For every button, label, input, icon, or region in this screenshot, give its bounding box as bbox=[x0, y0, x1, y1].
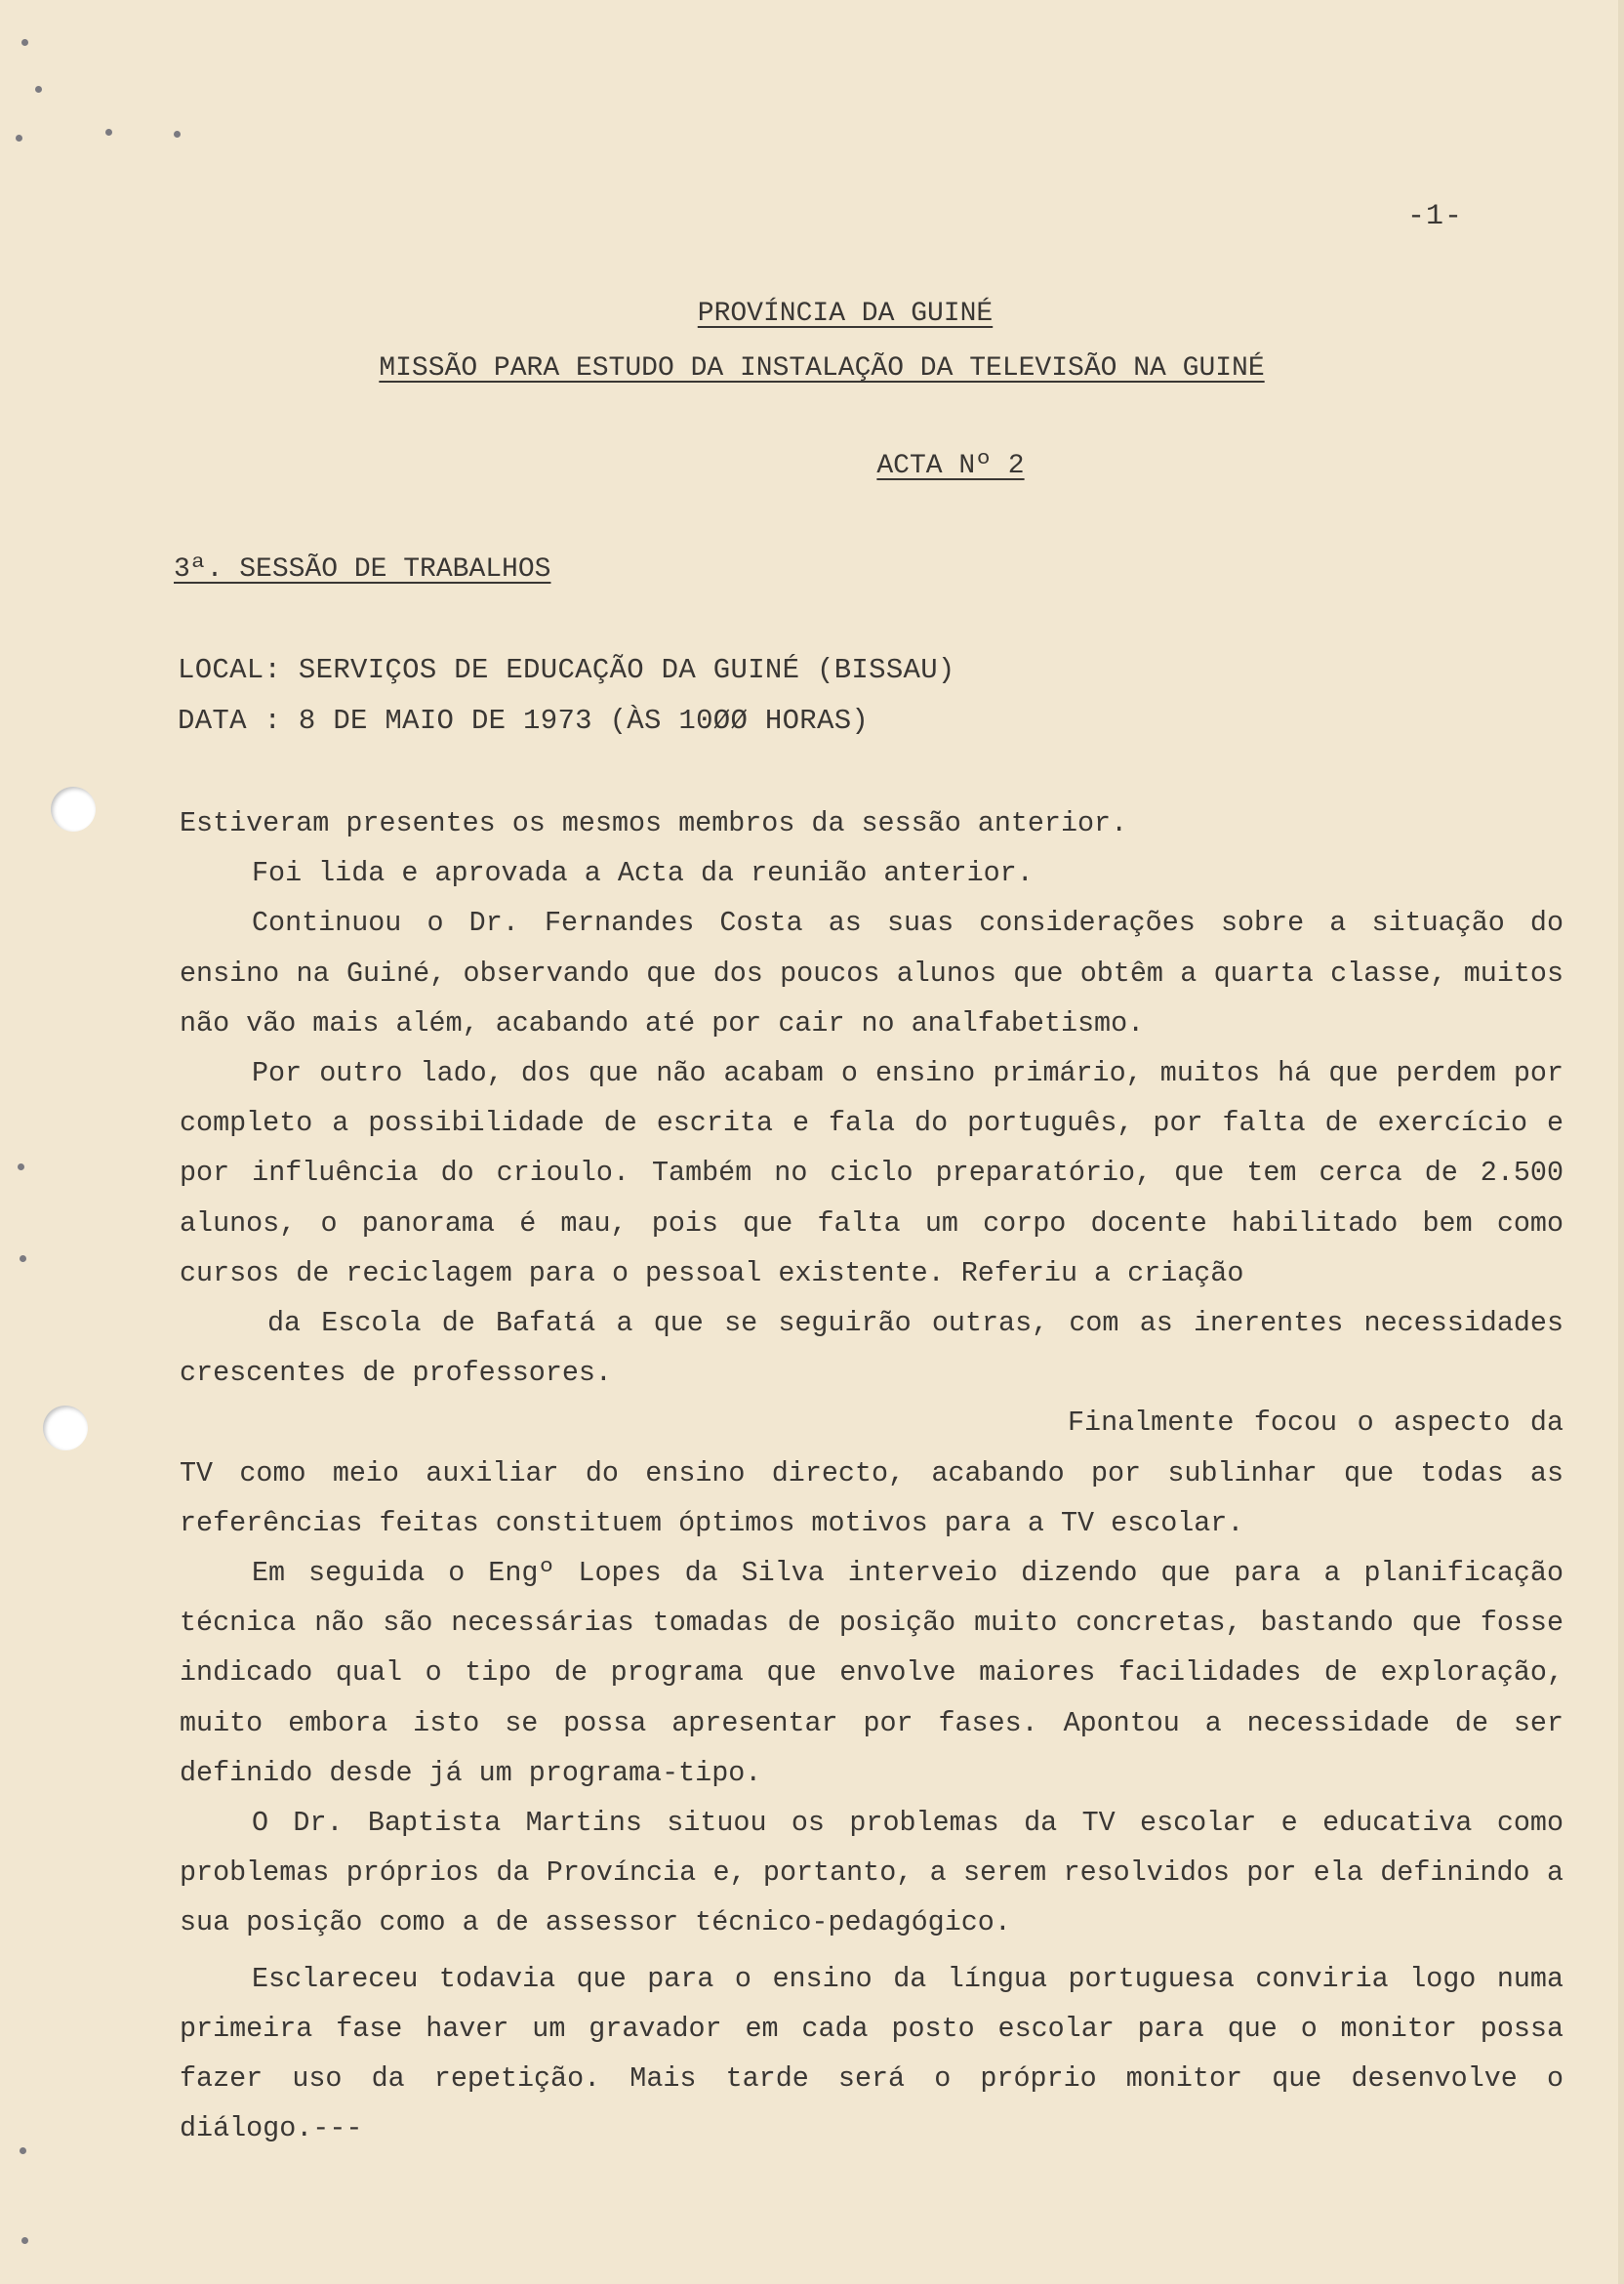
paragraph: Estiveram presentes os mesmos membros da sessão anterior. bbox=[180, 807, 1128, 839]
paper-speck bbox=[174, 131, 181, 138]
meeting-date: DATA : 8 DE MAIO DE 1973 (ÀS 10ØØ HORAS) bbox=[178, 705, 870, 737]
paragraph: Por outro lado, dos que não acabam o ensino primário, muitos há que perdem por completo a possibilidade de escrita e fala do português, por falta de exercício e por influência do crioulo. Também no ciclo preparatório, que tem cerca de 2.500 alunos, o panorama é mau, pois que falta um corpo docente habilitado bem como cursos de reciclagem para o pessoal existente. Referiu a criação bbox=[180, 1057, 1563, 1289]
province-title: PROVÍNCIA DA GUINÉ bbox=[697, 299, 994, 329]
paper-speck bbox=[16, 135, 22, 142]
paper-speck bbox=[18, 1163, 24, 1170]
paragraph: Continuou o Dr. Fernandes Costa as suas considerações sobre a situação do ensino na Guiné, observando que dos poucos alunos que obtêm a quarta classe, muitos não vão mais além, acabando até por cair no analfabetismo. bbox=[180, 907, 1563, 1040]
paper-speck bbox=[21, 2237, 28, 2244]
punch-hole bbox=[51, 787, 96, 832]
paragraph: Esclareceu todavia que para o ensino da língua portuguesa conviria logo numa primeira fase haver um gravador em cada posto escolar para que o monitor possa fazer uso da repetição. Mais tarde será o próprio monitor que desenvolve o diálogo.--- bbox=[180, 1962, 1563, 2145]
page-number: -1- bbox=[1407, 200, 1464, 233]
acta-title: ACTA Nº 2 bbox=[876, 451, 1025, 481]
paper-speck bbox=[20, 1255, 26, 1262]
paragraph: da Escola de Bafatá a que se seguirão outras, com as inerentes necessidades crescentes de professores. bbox=[180, 1307, 1563, 1390]
meeting-location: LOCAL: SERVIÇOS DE EDUCAÇÃO DA GUINÉ (BISSAU) bbox=[178, 654, 955, 686]
section-title: 3ª. SESSÃO DE TRABALHOS bbox=[174, 554, 551, 585]
punch-hole bbox=[43, 1406, 88, 1450]
paragraph: Foi lida e aprovada a Acta da reunião anterior. bbox=[252, 857, 1034, 890]
mission-title: MISSÃO PARA ESTUDO DA INSTALAÇÃO DA TELEVISÃO NA GUINÉ bbox=[379, 353, 1265, 384]
paragraph: Finalmente focou o aspecto da TV como meio auxiliar do ensino directo, acabando por sublinhar que todas as referências feitas constituem óptimos motivos para a TV escolar. bbox=[180, 1407, 1563, 1539]
paragraph: Em seguida o Engº Lopes da Silva interveio dizendo que para a planificação técnica não são necessárias tomadas de posição muito concretas, bastando que fosse indicado qual o tipo de programa que envolve maiores facilidades de exploração, muito embora isto se possa apresentar por fases. Apontou a necessidade de ser definido desde já um programa-tipo. bbox=[180, 1557, 1563, 1789]
paper-speck bbox=[105, 129, 112, 136]
paragraph: O Dr. Baptista Martins situou os problemas da TV escolar e educativa como problemas próprios da Província e, portanto, a serem resolvidos por ela definindo a sua posição como a de assessor técnico-pedagógico. bbox=[180, 1807, 1563, 1939]
paper-edge bbox=[1618, 0, 1624, 2284]
minutes-body bbox=[180, 798, 1563, 2153]
paper-speck bbox=[20, 2147, 26, 2154]
paper-speck bbox=[35, 86, 42, 93]
paper-speck bbox=[21, 39, 28, 46]
